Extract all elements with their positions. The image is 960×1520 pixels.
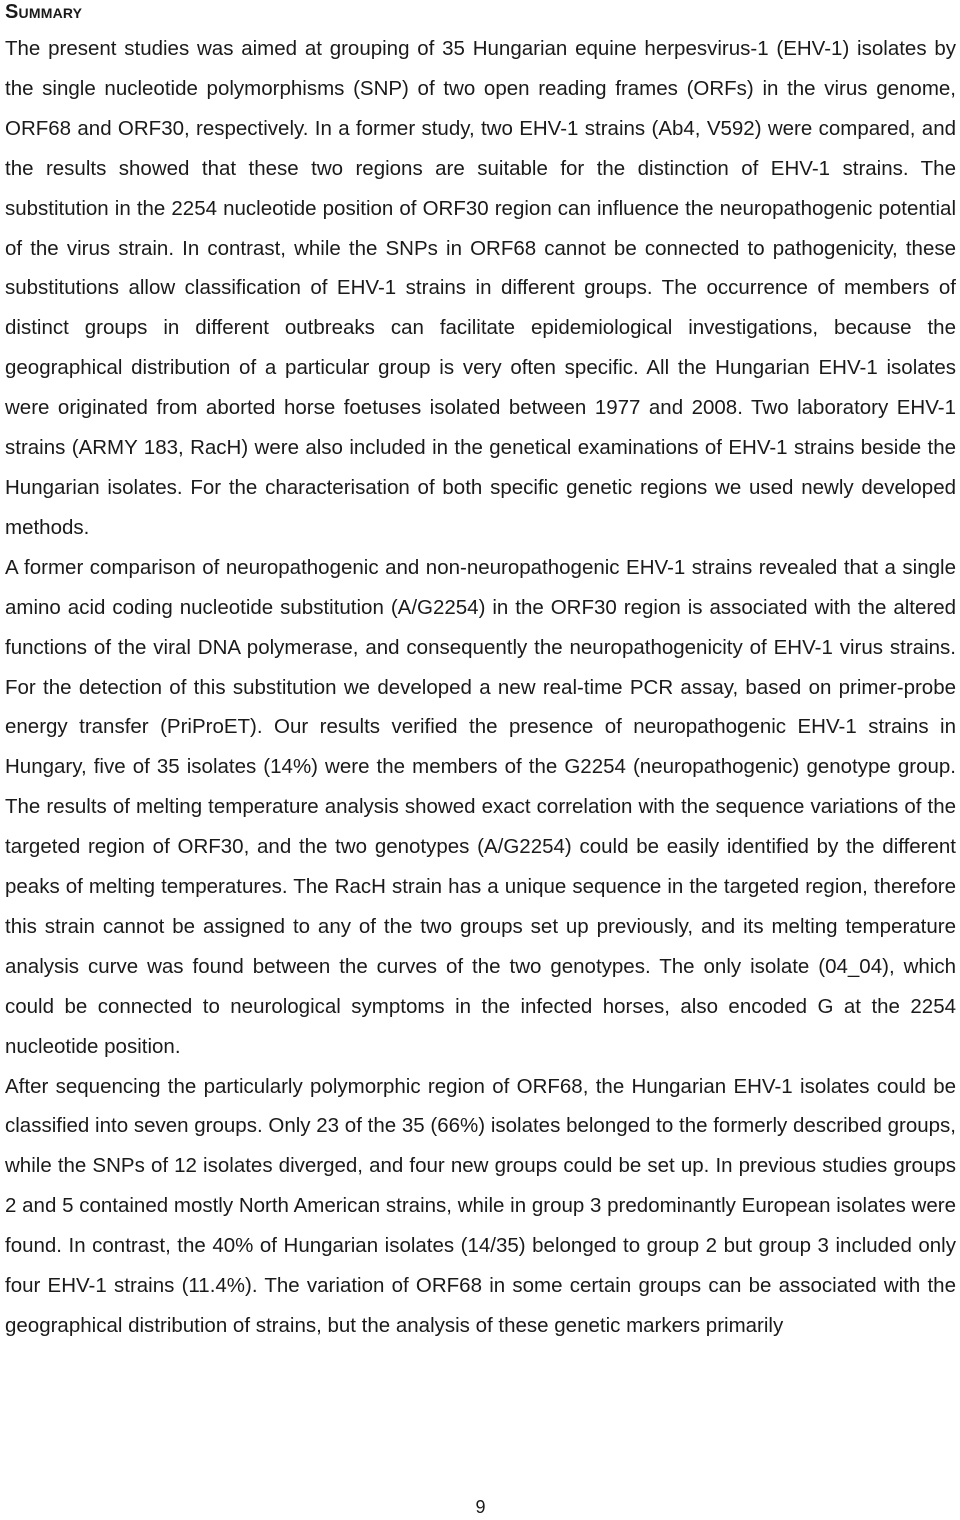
document-page (5, 0, 956, 1520)
section-heading: Summary (5, 1, 83, 23)
page-number: 9 (475, 1497, 486, 1517)
paragraph-3: After sequencing the particularly polymorphic region of ORF68, the Hungarian EHV-1 isolates could be classified into seven groups. Only 23 of the 35 (66%) isolates belonged to the formerly described groups, while the SNPs of 12 isolates diverged, and four new groups could be set up. In previous studies groups 2 and 5 contained mostly North American strains, while in group 3 predominantly European isolates were found. In contrast, the 40% of Hungarian isolates (14/35) belonged to group 2 but group 3 included only four EHV-1 strains (11.4%). The variation of ORF68 in some certain groups can be associated with the geographical distribution of strains, but the analysis of these genetic markers primarily (5, 1074, 956, 1337)
paragraph-2: A former comparison of neuropathogenic and non-neuropathogenic EHV-1 strains revealed that a single amino acid coding nucleotide substitution (A/G2254) in the ORF30 region is associated with the altered functions of the viral DNA polymerase, and consequently the neuropathogenicity of EHV-1 virus strains. For the detection of this substitution we developed a new real-time PCR assay, based on primer-probe energy transfer (PriProET). Our results verified the presence of neuropathogenic EHV-1 strains in Hungary, five of 35 isolates (14%) were the members of the G2254 (neuropathogenic) genotype group. The results of melting temperature analysis showed exact correlation with the sequence variations of the targeted region of ORF30, and the two genotypes (A/G2254) could be easily identified by the different peaks of melting temperatures. The RacH strain has a unique sequence in the targeted region, therefore this strain cannot be assigned to any of the two groups set up previously, and its melting temperature analysis curve was found between the curves of the two genotypes. The only isolate (04_04), which could be connected to neurological symptoms in the infected horses, also encoded G at the 2254 nucleotide position. (5, 555, 956, 1058)
paragraph-1: The present studies was aimed at grouping of 35 Hungarian equine herpesvirus-1 (EHV-1) isolates by the single nucleotide polymorphisms (SNP) of two open reading frames (ORFs) in the virus genome, ORF68 and ORF30, respectively. In a former study, two EHV-1 strains (Ab4, V592) were compared, and the results showed that these two regions are suitable for the distinction of EHV-1 strains. The substitution in the 2254 nucleotide position of ORF30 region can influence the neuropathogenic potential of the virus strain. In contrast, while the SNPs in ORF68 cannot be connected to pathogenicity, these substitutions allow classification of EHV-1 strains in different groups. The occurrence of members of distinct groups in different outbreaks can facilitate epidemiological investigations, because the geographical distribution of a particular group is very often specific. All the Hungarian EHV-1 isolates were originated from aborted horse foetuses isolated between 1977 and 2008. Two laboratory EHV-1 strains (ARMY 183, RacH) were also included in the genetical examinations of EHV-1 strains beside the Hungarian isolates. For the characterisation of both specific genetic regions we used newly developed methods. (5, 37, 956, 539)
summary-body (5, 29, 956, 1346)
